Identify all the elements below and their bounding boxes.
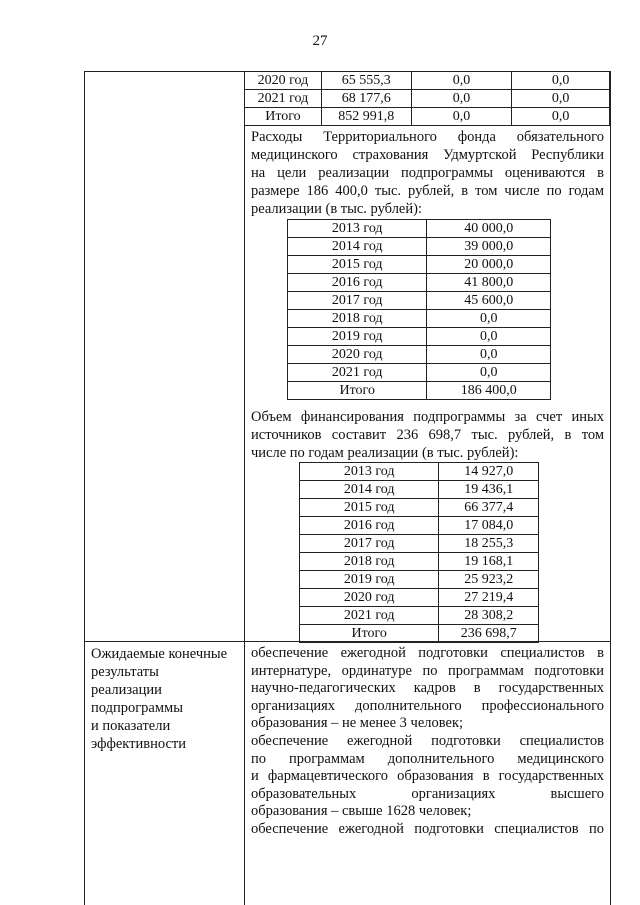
table-row — [288, 328, 551, 346]
table-row — [288, 220, 551, 238]
value-cell: 18 255,3 — [439, 535, 539, 553]
year-cell: 2020 год — [300, 589, 439, 607]
result-line: обеспечение ежегодной подготовки специалистов по — [251, 820, 604, 837]
value-cell: 66 377,4 — [439, 499, 539, 517]
result-line: научно-педагогических кадров в государственных — [251, 680, 604, 697]
value-cell: 28 308,2 — [439, 607, 539, 625]
value-cell: 0,0 — [512, 108, 610, 126]
label-line: и показатели — [91, 718, 171, 734]
year-cell: 2021 год — [300, 607, 439, 625]
table-row — [300, 553, 539, 571]
year-cell: 2017 год — [288, 292, 427, 310]
table-row — [288, 292, 551, 310]
year-cell: 2020 год — [245, 72, 322, 90]
result-line: обеспечение ежегодной подготовки специалистов — [251, 732, 604, 749]
value-cell: 20 000,0 — [427, 256, 551, 274]
value-cell: 0,0 — [512, 72, 610, 90]
text-line: реализации (в тыс. рублей): — [251, 201, 422, 217]
value-cell: 39 000,0 — [427, 238, 551, 256]
table-row — [245, 90, 610, 108]
year-cell: 2018 год — [288, 310, 427, 328]
text-line: Объем финансирования подпрограммы за счет иных — [251, 409, 604, 425]
table-row — [288, 382, 551, 400]
value-cell: 25 923,2 — [439, 571, 539, 589]
year-cell: 2018 год — [300, 553, 439, 571]
table-row — [245, 72, 610, 90]
result-line: организациях дополнительного профессионального — [251, 697, 604, 714]
value-cell: 45 600,0 — [427, 292, 551, 310]
financing-table-continued — [244, 71, 610, 126]
year-cell: 2016 год — [300, 517, 439, 535]
text-line: медицинского страхования Удмуртской Республики — [251, 147, 604, 163]
table-row — [288, 274, 551, 292]
value-cell: 0,0 — [427, 346, 551, 364]
result-line: обеспечение ежегодной подготовки специалистов в — [251, 645, 604, 661]
table-row — [300, 625, 539, 643]
year-cell: 2013 год — [300, 463, 439, 481]
result-line: образовательных организациях высшего — [251, 785, 604, 802]
value-cell: 0,0 — [427, 364, 551, 382]
table-right-border — [610, 71, 611, 905]
value-cell: 0,0 — [512, 90, 610, 108]
label-column — [84, 71, 245, 905]
value-cell: 65 555,3 — [321, 72, 411, 90]
year-cell: 2020 год — [288, 346, 427, 364]
text-line: источников составит 236 698,7 тыс. рублей, в том — [251, 427, 604, 443]
table-row — [288, 256, 551, 274]
table-row — [288, 238, 551, 256]
year-cell: Итого — [300, 625, 439, 643]
table-row — [300, 463, 539, 481]
year-cell: 2015 год — [300, 499, 439, 517]
table-row — [300, 517, 539, 535]
result-line: интернатуре, ординатуре по программам подготовки — [251, 662, 604, 679]
label-line: Ожидаемые конечные — [91, 646, 228, 662]
value-cell: 14 927,0 — [439, 463, 539, 481]
value-cell: 19 168,1 — [439, 553, 539, 571]
label-line: реализации — [91, 682, 162, 698]
value-cell: 41 800,0 — [427, 274, 551, 292]
year-cell: 2019 год — [300, 571, 439, 589]
tfoms-expenses-table — [287, 219, 551, 400]
other-sources-table — [299, 462, 539, 643]
text-line: на цели реализации подпрограммы оцениваются в — [251, 165, 604, 181]
expected-results-label — [91, 645, 241, 753]
year-cell: 2016 год — [288, 274, 427, 292]
year-cell: 2019 год — [288, 328, 427, 346]
table-row — [300, 607, 539, 625]
text-line: размере 186 400,0 тыс. рублей, в том числе по годам — [251, 183, 604, 199]
result-line: и фармацевтического образования в государственных — [251, 768, 604, 785]
value-cell: 40 000,0 — [427, 220, 551, 238]
label-line: эффективности — [91, 736, 186, 752]
table-row — [288, 346, 551, 364]
value-cell: 186 400,0 — [427, 382, 551, 400]
value-cell: 19 436,1 — [439, 481, 539, 499]
year-cell: Итого — [245, 108, 322, 126]
label-line: подпрограммы — [91, 700, 183, 716]
table-row — [245, 108, 610, 126]
other-sources-paragraph — [251, 408, 604, 462]
year-cell: 2013 год — [288, 220, 427, 238]
table-row — [288, 364, 551, 382]
year-cell: 2014 год — [288, 238, 427, 256]
value-cell: 0,0 — [411, 108, 512, 126]
text-line: Расходы Территориального фонда обязательного — [251, 129, 604, 145]
value-cell: 852 991,8 — [321, 108, 411, 126]
table-row — [300, 589, 539, 607]
table-row — [300, 481, 539, 499]
label-line: результаты — [91, 664, 159, 680]
year-cell: 2015 год — [288, 256, 427, 274]
year-cell: Итого — [288, 382, 427, 400]
year-cell: 2017 год — [300, 535, 439, 553]
result-line: образования – свыше 1628 человек; — [251, 803, 472, 820]
expected-results-text — [251, 645, 604, 839]
table-row — [300, 571, 539, 589]
value-cell: 236 698,7 — [439, 625, 539, 643]
result-line: образования – не менее 3 человек; — [251, 715, 464, 732]
table-row — [300, 535, 539, 553]
value-cell: 27 219,4 — [439, 589, 539, 607]
year-cell: 2021 год — [288, 364, 427, 382]
value-cell: 0,0 — [411, 90, 512, 108]
table-row — [288, 310, 551, 328]
tfoms-expenses-paragraph — [251, 128, 604, 218]
value-cell: 0,0 — [427, 310, 551, 328]
value-cell: 0,0 — [427, 328, 551, 346]
value-cell: 17 084,0 — [439, 517, 539, 535]
table-row — [300, 499, 539, 517]
page-number: 27 — [312, 33, 328, 49]
value-cell: 0,0 — [411, 72, 512, 90]
year-cell: 2021 год — [245, 90, 322, 108]
year-cell: 2014 год — [300, 481, 439, 499]
text-line: числе по годам реализации (в тыс. рублей): — [251, 445, 519, 461]
result-line: по программам дополнительного медицинского — [251, 750, 604, 767]
value-cell: 68 177,6 — [321, 90, 411, 108]
